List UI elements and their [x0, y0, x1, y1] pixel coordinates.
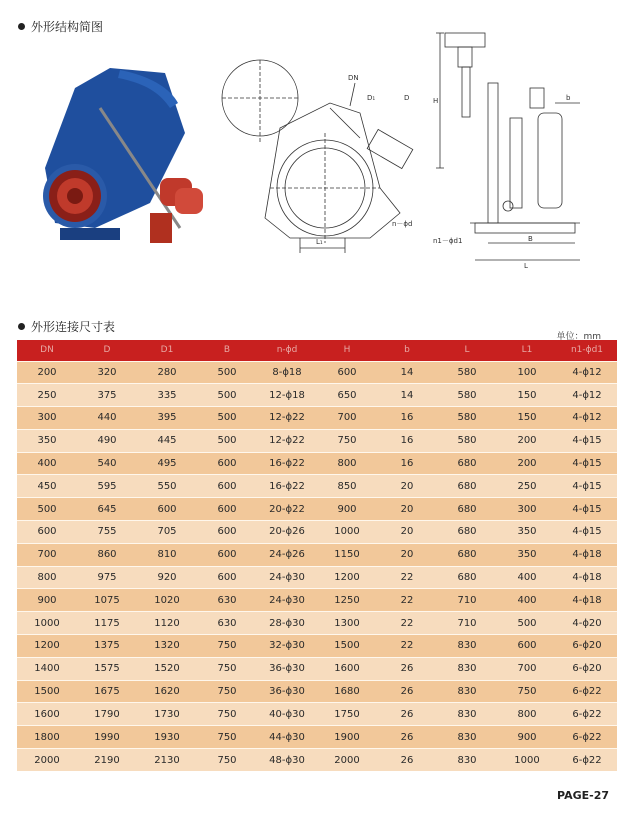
- table-cell: 200: [497, 429, 557, 452]
- bullet-icon: [18, 323, 25, 330]
- table-cell: 600: [137, 498, 197, 521]
- table-cell: 1300: [317, 612, 377, 635]
- table-cell: 500: [197, 361, 257, 384]
- table-cell: 1680: [317, 680, 377, 703]
- table-cell: 200: [17, 361, 77, 384]
- header-b: b: [404, 345, 410, 356]
- table-cell: 500: [197, 407, 257, 430]
- table-cell: 48-ϕ30: [257, 749, 317, 772]
- structure-figures: [0, 28, 623, 278]
- page-number: PAGE-27: [557, 789, 609, 802]
- table-cell: 830: [437, 680, 497, 703]
- table-cell: 26: [377, 749, 437, 772]
- table-cell: 1500: [17, 680, 77, 703]
- table-cell: 1200: [17, 635, 77, 658]
- table-cell: 1520: [137, 657, 197, 680]
- table-cell: 32-ϕ30: [257, 635, 317, 658]
- table-cell: 24-ϕ26: [257, 543, 317, 566]
- table-cell: 595: [77, 475, 137, 498]
- table-cell: 250: [17, 384, 77, 407]
- table-cell: 700: [17, 543, 77, 566]
- header-d1: D1: [160, 345, 174, 356]
- table-row: [17, 407, 617, 430]
- table-cell: 1600: [17, 703, 77, 726]
- table-cell: 1800: [17, 726, 77, 749]
- table-cell: 630: [197, 589, 257, 612]
- table-cell: 1000: [317, 521, 377, 544]
- label-d1: D₁: [367, 94, 376, 102]
- table-cell: 16: [377, 452, 437, 475]
- table-cell: 1900: [317, 726, 377, 749]
- table-cell: 680: [437, 521, 497, 544]
- section-title-dimensions: [18, 318, 115, 335]
- table-cell: 2190: [77, 749, 137, 772]
- table-cell: 860: [77, 543, 137, 566]
- label-n-d: n－ϕd: [392, 220, 413, 228]
- label-l: L: [524, 262, 528, 270]
- structure-title-text: 外形结构简图: [31, 20, 104, 34]
- table-cell: 445: [137, 429, 197, 452]
- side-view-drawing: [436, 33, 580, 260]
- table-row: [17, 680, 617, 703]
- table-cell: 600: [17, 521, 77, 544]
- header-n-d: n-ϕd: [276, 345, 298, 356]
- table-cell: 20-ϕ26: [257, 521, 317, 544]
- table-cell: 830: [437, 635, 497, 658]
- header-l1: L1: [521, 345, 533, 356]
- table-cell: 830: [437, 703, 497, 726]
- table-cell: 20-ϕ22: [257, 498, 317, 521]
- table-cell: 1930: [137, 726, 197, 749]
- table-cell: 1620: [137, 680, 197, 703]
- table-cell: 350: [497, 543, 557, 566]
- table-cell: 400: [497, 589, 557, 612]
- table-cell: 26: [377, 680, 437, 703]
- table-row: [17, 703, 617, 726]
- table-cell: 500: [17, 498, 77, 521]
- table-cell: 300: [497, 498, 557, 521]
- table-cell: 400: [17, 452, 77, 475]
- label-b-cap: B: [528, 235, 533, 243]
- table-cell: 750: [197, 726, 257, 749]
- table-header-row: [17, 340, 617, 361]
- table-cell: 280: [137, 361, 197, 384]
- table-row: [17, 749, 617, 772]
- table-cell: 830: [437, 657, 497, 680]
- table-cell: 550: [137, 475, 197, 498]
- table-row: [17, 726, 617, 749]
- header-dn: DN: [40, 345, 54, 356]
- table-cell: 1575: [77, 657, 137, 680]
- table-cell: 4-ϕ15: [557, 475, 617, 498]
- table-cell: 4-ϕ12: [557, 361, 617, 384]
- table-cell: 14: [377, 384, 437, 407]
- table-cell: 750: [197, 703, 257, 726]
- label-dn: DN: [348, 74, 359, 82]
- table-cell: 710: [437, 612, 497, 635]
- valve-photo: [43, 68, 203, 243]
- table-cell: 580: [437, 361, 497, 384]
- table-cell: 40-ϕ30: [257, 703, 317, 726]
- table-cell: 900: [497, 726, 557, 749]
- table-cell: 600: [497, 635, 557, 658]
- table-cell: 650: [317, 384, 377, 407]
- table-cell: 830: [437, 726, 497, 749]
- table-cell: 1375: [77, 635, 137, 658]
- table-row: [17, 657, 617, 680]
- table-cell: 22: [377, 589, 437, 612]
- table-cell: 22: [377, 635, 437, 658]
- header-l: L: [464, 345, 470, 356]
- table-cell: 1200: [317, 566, 377, 589]
- table-cell: 600: [197, 498, 257, 521]
- table-row: [17, 543, 617, 566]
- table-cell: 755: [77, 521, 137, 544]
- table-cell: 1150: [317, 543, 377, 566]
- header-n1-d1: n1-ϕd1: [570, 345, 604, 356]
- table-cell: 1600: [317, 657, 377, 680]
- table-cell: 6-ϕ20: [557, 635, 617, 658]
- table-cell: 20: [377, 521, 437, 544]
- table-cell: 830: [437, 749, 497, 772]
- table-row: [17, 475, 617, 498]
- table-cell: 1020: [137, 589, 197, 612]
- table-cell: 24-ϕ30: [257, 589, 317, 612]
- table-cell: 4-ϕ18: [557, 589, 617, 612]
- table-cell: 900: [317, 498, 377, 521]
- table-cell: 4-ϕ12: [557, 407, 617, 430]
- header-h: H: [343, 345, 351, 356]
- table-cell: 1675: [77, 680, 137, 703]
- table-cell: 750: [197, 680, 257, 703]
- label-b: b: [566, 94, 571, 102]
- table-cell: 680: [437, 543, 497, 566]
- unit-label: 单位：mm: [556, 332, 601, 342]
- table-row: [17, 361, 617, 384]
- table-cell: 680: [437, 452, 497, 475]
- table-cell: 1750: [317, 703, 377, 726]
- table-cell: 700: [317, 407, 377, 430]
- table-cell: 26: [377, 657, 437, 680]
- table-cell: 8-ϕ18: [257, 361, 317, 384]
- table-cell: 100: [497, 361, 557, 384]
- table-cell: 500: [497, 612, 557, 635]
- table-cell: 4-ϕ15: [557, 429, 617, 452]
- table-row: [17, 498, 617, 521]
- table-cell: 800: [497, 703, 557, 726]
- table-row: [17, 521, 617, 544]
- table-cell: 850: [317, 475, 377, 498]
- table-cell: 350: [497, 521, 557, 544]
- table-cell: 6-ϕ22: [557, 680, 617, 703]
- table-cell: 810: [137, 543, 197, 566]
- table-cell: 4-ϕ15: [557, 498, 617, 521]
- table-cell: 580: [437, 384, 497, 407]
- table-cell: 36-ϕ30: [257, 657, 317, 680]
- table-cell: 44-ϕ30: [257, 726, 317, 749]
- table-cell: 4-ϕ18: [557, 543, 617, 566]
- table-cell: 24-ϕ30: [257, 566, 317, 589]
- label-h: H: [433, 97, 439, 105]
- table-cell: 630: [197, 612, 257, 635]
- table-cell: 28-ϕ30: [257, 612, 317, 635]
- table-cell: 750: [317, 429, 377, 452]
- table-cell: 600: [197, 566, 257, 589]
- table-cell: 16-ϕ22: [257, 452, 317, 475]
- table-cell: 20: [377, 498, 437, 521]
- table-cell: 400: [497, 566, 557, 589]
- table-cell: 600: [317, 361, 377, 384]
- table-cell: 900: [17, 589, 77, 612]
- table-cell: 6-ϕ22: [557, 703, 617, 726]
- table-cell: 680: [437, 498, 497, 521]
- table-cell: 14: [377, 361, 437, 384]
- table-cell: 320: [77, 361, 137, 384]
- table-cell: 335: [137, 384, 197, 407]
- table-cell: 1400: [17, 657, 77, 680]
- table-cell: 6-ϕ22: [557, 749, 617, 772]
- table-cell: 4-ϕ15: [557, 452, 617, 475]
- table-cell: 1250: [317, 589, 377, 612]
- table-cell: 750: [197, 635, 257, 658]
- table-cell: 350: [17, 429, 77, 452]
- label-d: D: [404, 94, 410, 102]
- table-cell: 375: [77, 384, 137, 407]
- table-cell: 750: [197, 749, 257, 772]
- table-cell: 12-ϕ22: [257, 407, 317, 430]
- table-cell: 1990: [77, 726, 137, 749]
- table-cell: 300: [17, 407, 77, 430]
- table-body: [17, 361, 617, 771]
- table-cell: 26: [377, 703, 437, 726]
- table-cell: 750: [497, 680, 557, 703]
- table-cell: 580: [437, 407, 497, 430]
- table-cell: 150: [497, 384, 557, 407]
- table-row: [17, 612, 617, 635]
- table-cell: 1320: [137, 635, 197, 658]
- table-cell: 22: [377, 612, 437, 635]
- label-n1-d1: n1－ϕd1: [433, 237, 463, 245]
- table-cell: 1075: [77, 589, 137, 612]
- table-cell: 12-ϕ22: [257, 429, 317, 452]
- header-b-width: B: [223, 345, 231, 356]
- header-d: D: [103, 345, 111, 356]
- table-cell: 495: [137, 452, 197, 475]
- table-cell: 4-ϕ12: [557, 384, 617, 407]
- table-cell: 22: [377, 566, 437, 589]
- table-cell: 36-ϕ30: [257, 680, 317, 703]
- table-row: [17, 384, 617, 407]
- table-cell: 1175: [77, 612, 137, 635]
- table-cell: 2000: [317, 749, 377, 772]
- table-cell: 710: [437, 589, 497, 612]
- table-cell: 4-ϕ20: [557, 612, 617, 635]
- table-cell: 705: [137, 521, 197, 544]
- table-cell: 750: [197, 657, 257, 680]
- table-row: [17, 566, 617, 589]
- table-cell: 250: [497, 475, 557, 498]
- label-l1: L₁: [316, 238, 323, 246]
- table-cell: 600: [197, 475, 257, 498]
- table-cell: 20: [377, 475, 437, 498]
- table-cell: 680: [437, 475, 497, 498]
- table-cell: 1000: [497, 749, 557, 772]
- table-cell: 16: [377, 407, 437, 430]
- table-row: [17, 429, 617, 452]
- table-cell: 600: [197, 521, 257, 544]
- table-cell: 4-ϕ15: [557, 521, 617, 544]
- table-cell: 700: [497, 657, 557, 680]
- table-cell: 4-ϕ18: [557, 566, 617, 589]
- table-cell: 450: [17, 475, 77, 498]
- table-cell: 1730: [137, 703, 197, 726]
- table-cell: 2130: [137, 749, 197, 772]
- table-cell: 800: [17, 566, 77, 589]
- table-cell: 500: [197, 384, 257, 407]
- table-cell: 6-ϕ22: [557, 726, 617, 749]
- table-cell: 395: [137, 407, 197, 430]
- table-cell: 1790: [77, 703, 137, 726]
- table-cell: 16: [377, 429, 437, 452]
- table-cell: 920: [137, 566, 197, 589]
- table-cell: 1500: [317, 635, 377, 658]
- table-row: [17, 635, 617, 658]
- table-cell: 1120: [137, 612, 197, 635]
- table-cell: 800: [317, 452, 377, 475]
- table-cell: 1000: [17, 612, 77, 635]
- table-cell: 150: [497, 407, 557, 430]
- table-cell: 500: [197, 429, 257, 452]
- table-cell: 580: [437, 429, 497, 452]
- table-cell: 20: [377, 543, 437, 566]
- dimension-table: [17, 340, 617, 771]
- table-cell: 540: [77, 452, 137, 475]
- table-cell: 440: [77, 407, 137, 430]
- table-cell: 490: [77, 429, 137, 452]
- table-cell: 16-ϕ22: [257, 475, 317, 498]
- table-cell: 2000: [17, 749, 77, 772]
- table-cell: 680: [437, 566, 497, 589]
- table-cell: 12-ϕ18: [257, 384, 317, 407]
- table-row: [17, 589, 617, 612]
- table-cell: 975: [77, 566, 137, 589]
- table-cell: 26: [377, 726, 437, 749]
- table-cell: 645: [77, 498, 137, 521]
- dimensions-title-text: 外形连接尺寸表: [31, 320, 116, 334]
- table-cell: 600: [197, 543, 257, 566]
- table-cell: 600: [197, 452, 257, 475]
- front-view-drawing: [222, 60, 413, 253]
- table-cell: 200: [497, 452, 557, 475]
- table-cell: 6-ϕ20: [557, 657, 617, 680]
- table-row: [17, 452, 617, 475]
